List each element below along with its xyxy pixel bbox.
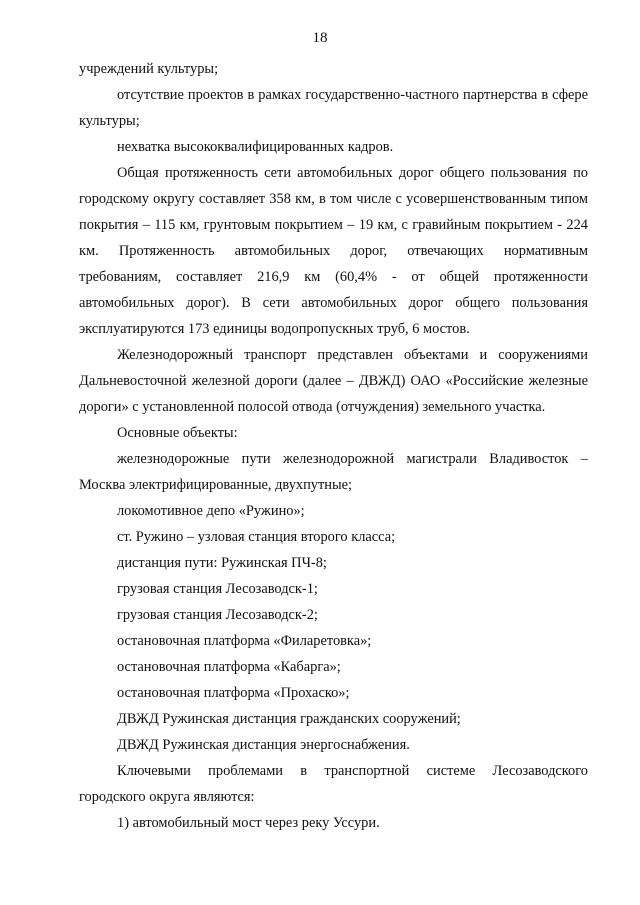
list-item: грузовая станция Лесозаводск-2; — [117, 607, 318, 623]
paragraph: Основные объекты: — [117, 425, 238, 441]
list-item: ДВЖД Ружинская дистанция гражданских сооружений; — [117, 711, 461, 727]
list-item: остановочная платформа «Филаретовка»; — [117, 633, 372, 649]
list-item: локомотивное депо «Ружино»; — [117, 503, 305, 519]
paragraph: Ключевыми проблемами в транспортной системе Лесозаводского городского округа являются: — [79, 763, 588, 805]
list-item: ст. Ружино – узловая станция второго класса; — [117, 529, 396, 545]
paragraph: отсутствие проектов в рамках государственно-частного партнерства в сфере культуры; — [79, 87, 588, 129]
list-item: грузовая станция Лесозаводск-1; — [117, 581, 318, 597]
list-item: остановочная платформа «Кабарга»; — [117, 659, 341, 675]
document-body — [79, 56, 588, 836]
paragraph: железнодорожные пути железнодорожной магистрали Владивосток – Москва электрифицированные, двухпутные; — [79, 451, 588, 493]
paragraph: учреждений культуры; — [79, 61, 219, 77]
list-item: остановочная платформа «Прохаско»; — [117, 685, 350, 701]
paragraph: Общая протяженность сети автомобильных дорог общего пользования по городскому округу составляет 358 км, в том числе с усовершенствованным типом покрытия – 115 км, грунтовым покрытием – 19 км, с гравийным покрытием - 224 км. Протяженность автомобильных дорог, отвечающих нормативным требованиям, составляет 216,9 км (60,4% - от общей протяженности автомобильных дорог). В сети автомобильных дорог общего пользования эксплуатируются 173 единицы водопропускных труб, 6 мостов. — [79, 165, 588, 337]
paragraph: Железнодорожный транспорт представлен объектами и сооружениями Дальневосточной железной дороги (далее – ДВЖД) ОАО «Российские железные дороги» с установленной полосой отвода (отчуждения) земельного участка. — [79, 347, 588, 415]
numbered-item: 1) автомобильный мост через реку Уссури. — [117, 815, 380, 831]
list-item: ДВЖД Ружинская дистанция энергоснабжения. — [117, 737, 410, 753]
paragraph: нехватка высококвалифицированных кадров. — [117, 139, 394, 155]
list-item: дистанция пути: Ружинская ПЧ-8; — [117, 555, 327, 571]
page-number: 18 — [312, 30, 328, 46]
